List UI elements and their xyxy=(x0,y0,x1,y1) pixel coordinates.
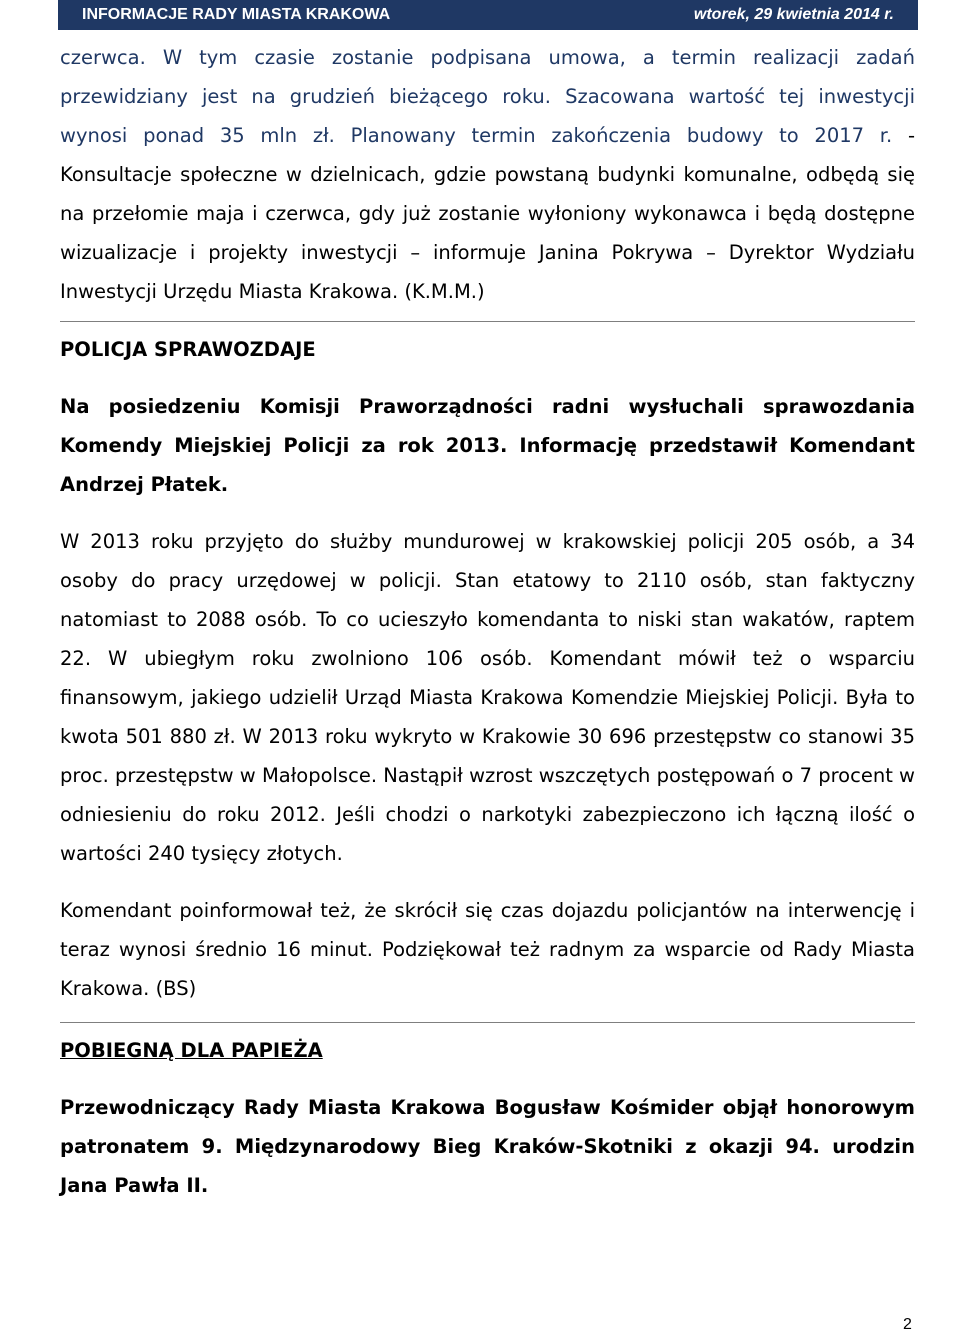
page-number: 2 xyxy=(903,1316,912,1333)
page-content xyxy=(60,38,915,1205)
article-consultation-text-blue: czerwca. W tym czasie zostanie podpisana umowa, a termin realizacji zadań przewidziany jest na grudzień bieżącego roku. Szacowana wartość tej inwestycji wynosi ponad 35 mln zł. Planowany termin zakończenia budowy to 2017 r. xyxy=(60,46,915,147)
police-body-paragraph-1: W 2013 roku przyjęto do służby mundurowej w krakowskiej policji 205 osób, a 34 osoby do pracy urzędowej w policji. Stan etatowy to 2110 osób, stan faktyczny natomiast to 2088 osób. To co ucieszyło komendanta to niski stan wakatów, raptem 22. W ubiegłym roku zwolniono 106 osób. Komendant mówił też o wsparciu finansowym, jakiego udzielił Urząd Miasta Krakowa Komendzie Miejskiej Policji. Była to kwota 501 880 zł. W 2013 roku wykryto w Krakowie 30 696 przestępstw co stanowi 35 proc. przestępstw w Małopolsce. Nastąpił wzrost wszczętych postępowań o 7 procent w odniesieniu do roku 2012. Jeśli chodzi o narkotyki zabezpieczono ich łączną ilość o wartości 240 tysięcy złotych. xyxy=(60,530,915,865)
section-divider xyxy=(60,321,915,322)
article-consultation-text: - Konsultacje społeczne w dzielnicach, gdzie powstaną budynki komunalne, odbędą się na przełomie maja i czerwca, gdy już zostanie wyłoniony wykonawca i będą dostępne wizualizacje i projekty inwestycji – informuje Janina Pokrywa – Dyrektor Wydziału Inwestycji Urzędu Miasta Krakowa. (K.M.M.) xyxy=(60,124,915,303)
run-lead-paragraph: Przewodniczący Rady Miasta Krakowa Bogusław Kośmider objął honorowym patronatem 9. Międzynarodowy Bieg Kraków-Skotniki z okazji 94. urodzin Jana Pawła II. xyxy=(60,1096,915,1197)
section-title-run: POBIEGNĄ DLA PAPIEŻA xyxy=(60,1039,323,1062)
header-date: wtorek, 29 kwietnia 2014 r. xyxy=(693,6,894,23)
article-consultation-paragraph xyxy=(60,38,915,311)
section-title-police: POLICJA SPRAWOZDAJE xyxy=(60,338,316,361)
section-divider xyxy=(60,1022,915,1023)
page-header xyxy=(58,0,918,30)
police-lead-paragraph: Na posiedzeniu Komisji Praworządności radni wysłuchali sprawozdania Komendy Miejskiej Policji za rok 2013. Informację przedstawił Komendant Andrzej Płatek. xyxy=(60,395,915,496)
police-body-paragraph-2: Komendant poinformował też, że skrócił się czas dojazdu policjantów na interwencję i teraz wynosi średnio 16 minut. Podziękował też radnym za wsparcie od Rady Miasta Krakowa. (BS) xyxy=(60,899,915,1000)
header-title: INFORMACJE RADY MIASTA KRAKOWA xyxy=(82,6,391,23)
